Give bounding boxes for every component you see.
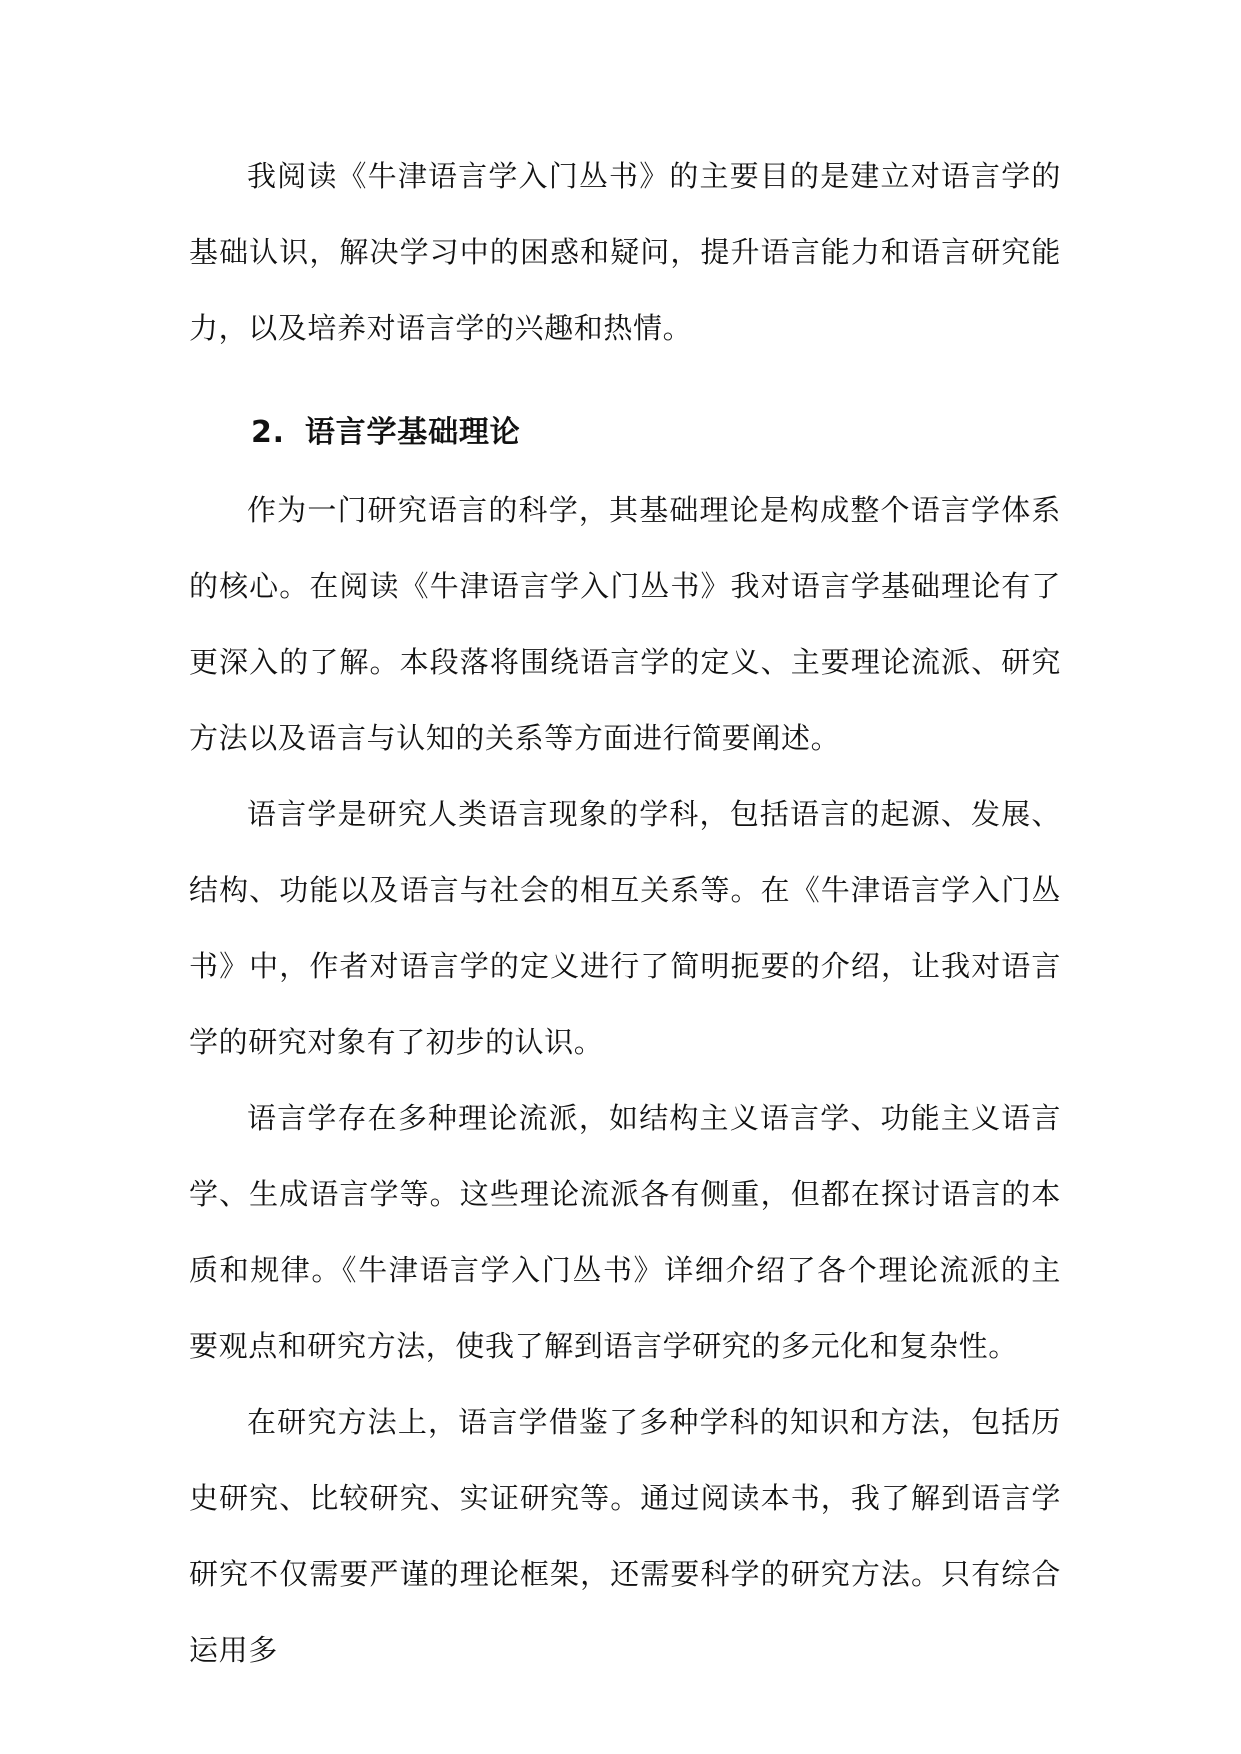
paragraph-methods: 在研究方法上，语言学借鉴了多种学科的知识和方法，包括历史研究、比较研究、实证研究等。通过阅读本书，我了解到语言学研究不仅需要严谨的理论框架，还需要科学的研究方法。只有综合运用多	[189, 1405, 1061, 1667]
section-title: 语言学基础理论	[304, 415, 521, 450]
paragraph-intro-purpose: 我阅读《牛津语言学入门丛书》的主要目的是建立对语言学的基础认识，解决学习中的困惑和疑问，提升语言能力和语言研究能力，以及培养对语言学的兴趣和热情。	[189, 159, 1061, 345]
section-heading	[189, 394, 1061, 472]
document-body	[189, 138, 1061, 1688]
paragraph-schools: 语言学存在多种理论流派，如结构主义语言学、功能主义语言学、生成语言学等。这些理论流派各有侧重，但都在探讨语言的本质和规律。《牛津语言学入门丛书》详细介绍了各个理论流派的主要观点和研究方法，使我了解到语言学研究的多元化和复杂性。	[189, 1101, 1061, 1363]
paragraph-theory-overview: 作为一门研究语言的科学，其基础理论是构成整个语言学体系的核心。在阅读《牛津语言学入门丛书》我对语言学基础理论有了更深入的了解。本段落将围绕语言学的定义、主要理论流派、研究方法以及语言与认知的关系等方面进行简要阐述。	[189, 493, 1061, 755]
section-number: 2.	[251, 415, 285, 450]
paragraph-definition: 语言学是研究人类语言现象的学科，包括语言的起源、发展、结构、功能以及语言与社会的相互关系等。在《牛津语言学入门丛书》中，作者对语言学的定义进行了简明扼要的介绍，让我对语言学的研究对象有了初步的认识。	[189, 797, 1061, 1059]
